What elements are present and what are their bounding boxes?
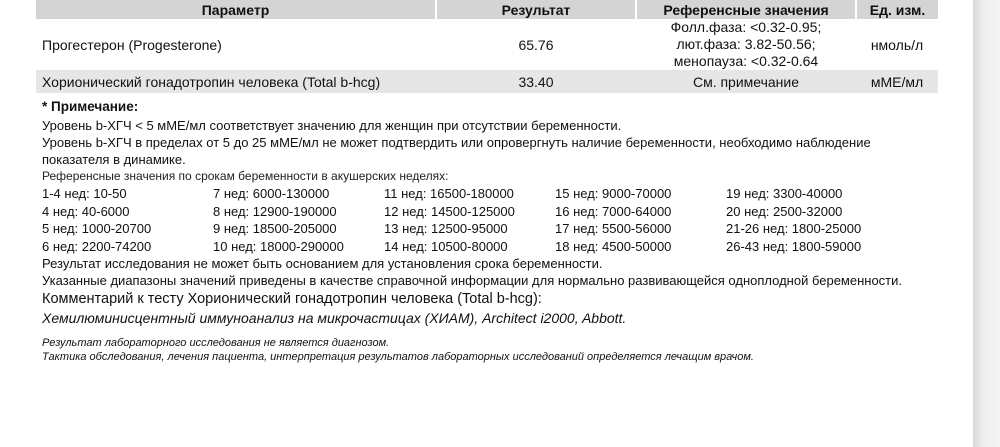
week-range: 1-4 нед: 10-50 [42, 186, 127, 201]
week-range: 14 нед: 10500-80000 [384, 238, 508, 254]
header-parameter: Параметр [36, 0, 436, 19]
week-range: 20 нед: 2500-32000 [726, 203, 843, 219]
reference-cell [636, 19, 856, 70]
note-line: Указанные диапазоны значений приведены в качестве справочной информации для нормально развивающейся одноплодной беременности. [42, 273, 903, 288]
weeks-grid [42, 185, 962, 255]
result-cell: 65.76 [518, 36, 554, 53]
week-range: 4 нед: 40-6000 [42, 203, 130, 219]
reference-line: Фолл.фаза: <0.32-0.95; [670, 19, 822, 35]
week-range: 9 нед: 18500-205000 [213, 221, 337, 236]
table-row [36, 70, 938, 93]
week-range: 12 нед: 14500-125000 [384, 203, 515, 219]
table-row [36, 19, 938, 70]
notes-section [42, 98, 962, 364]
week-range: 7 нед: 6000-130000 [213, 186, 330, 201]
results-table [36, 0, 938, 93]
note-line: Результат исследования не может быть основанием для установления срока беременности. [42, 256, 603, 271]
parameter-cell: Хорионический гонадотропин человека (Total b-hcg) [36, 70, 436, 93]
reference-line: лют.фаза: 3.82-50.56; [676, 36, 816, 52]
week-range: 19 нед: 3300-40000 [726, 186, 843, 201]
result-cell: 33.40 [436, 70, 636, 93]
header-result: Результат [436, 0, 636, 19]
header-unit: Ед. изм. [856, 0, 938, 19]
week-range: 8 нед: 12900-190000 [213, 203, 337, 219]
page-edge [973, 0, 1000, 447]
week-range: 17 нед: 5500-56000 [555, 221, 672, 236]
week-range: 15 нед: 9000-70000 [555, 186, 672, 201]
disclaimer-line: Результат лабораторного исследования не является диагнозом. [42, 337, 390, 349]
header-reference: Референсные значения [636, 0, 856, 19]
parameter-cell: Прогестерон (Progesterone) [42, 36, 222, 53]
note-line: показателя в динамике. [42, 152, 186, 167]
week-range: 6 нед: 2200-74200 [42, 238, 152, 254]
note-line: Уровень b-ХГЧ < 5 мМЕ/мл соответствует значению для женщин при отсутствии беременности. [42, 118, 622, 133]
disclaimer [42, 336, 962, 364]
reference-line: менопауза: <0.32-0.64 [673, 53, 819, 69]
weeks-title: Референсные значения по срокам беременности в акушерских неделях: [42, 169, 449, 183]
week-range: 16 нед: 7000-64000 [555, 203, 672, 219]
comment-title: Комментарий к тесту Хорионический гонадотропин человека (Total b-hcg): [42, 291, 542, 307]
week-range: 13 нед: 12500-95000 [384, 221, 508, 236]
week-range: 21-26 нед: 1800-25000 [726, 221, 862, 236]
table-header-row [36, 0, 938, 19]
reference-cell: См. примечание [636, 70, 856, 93]
week-range: 26-43 нед: 1800-59000 [726, 238, 862, 254]
week-range: 10 нед: 18000-290000 [213, 238, 344, 254]
week-range: 11 нед: 16500-180000 [384, 186, 514, 201]
notes-title: * Примечание: [42, 99, 139, 114]
method-text: Хемилюминисцентный иммуноанализ на микрочастицах (ХИАМ), Architect i2000, Abbott. [42, 310, 627, 326]
disclaimer-line: Тактика обследования, лечения пациента, интерпретация результатов лабораторных исследований определяется лечащим врачом. [42, 351, 754, 363]
note-line: Уровень b-ХГЧ в пределах от 5 до 25 мМЕ/мл не может подтвердить или опровергнуть наличие беременности, необходимо наблюдение [42, 135, 871, 150]
week-range: 5 нед: 1000-20700 [42, 221, 152, 236]
unit-cell: нмоль/л [870, 36, 924, 53]
week-range: 18 нед: 4500-50000 [555, 238, 672, 254]
unit-cell: мМЕ/мл [856, 70, 938, 93]
